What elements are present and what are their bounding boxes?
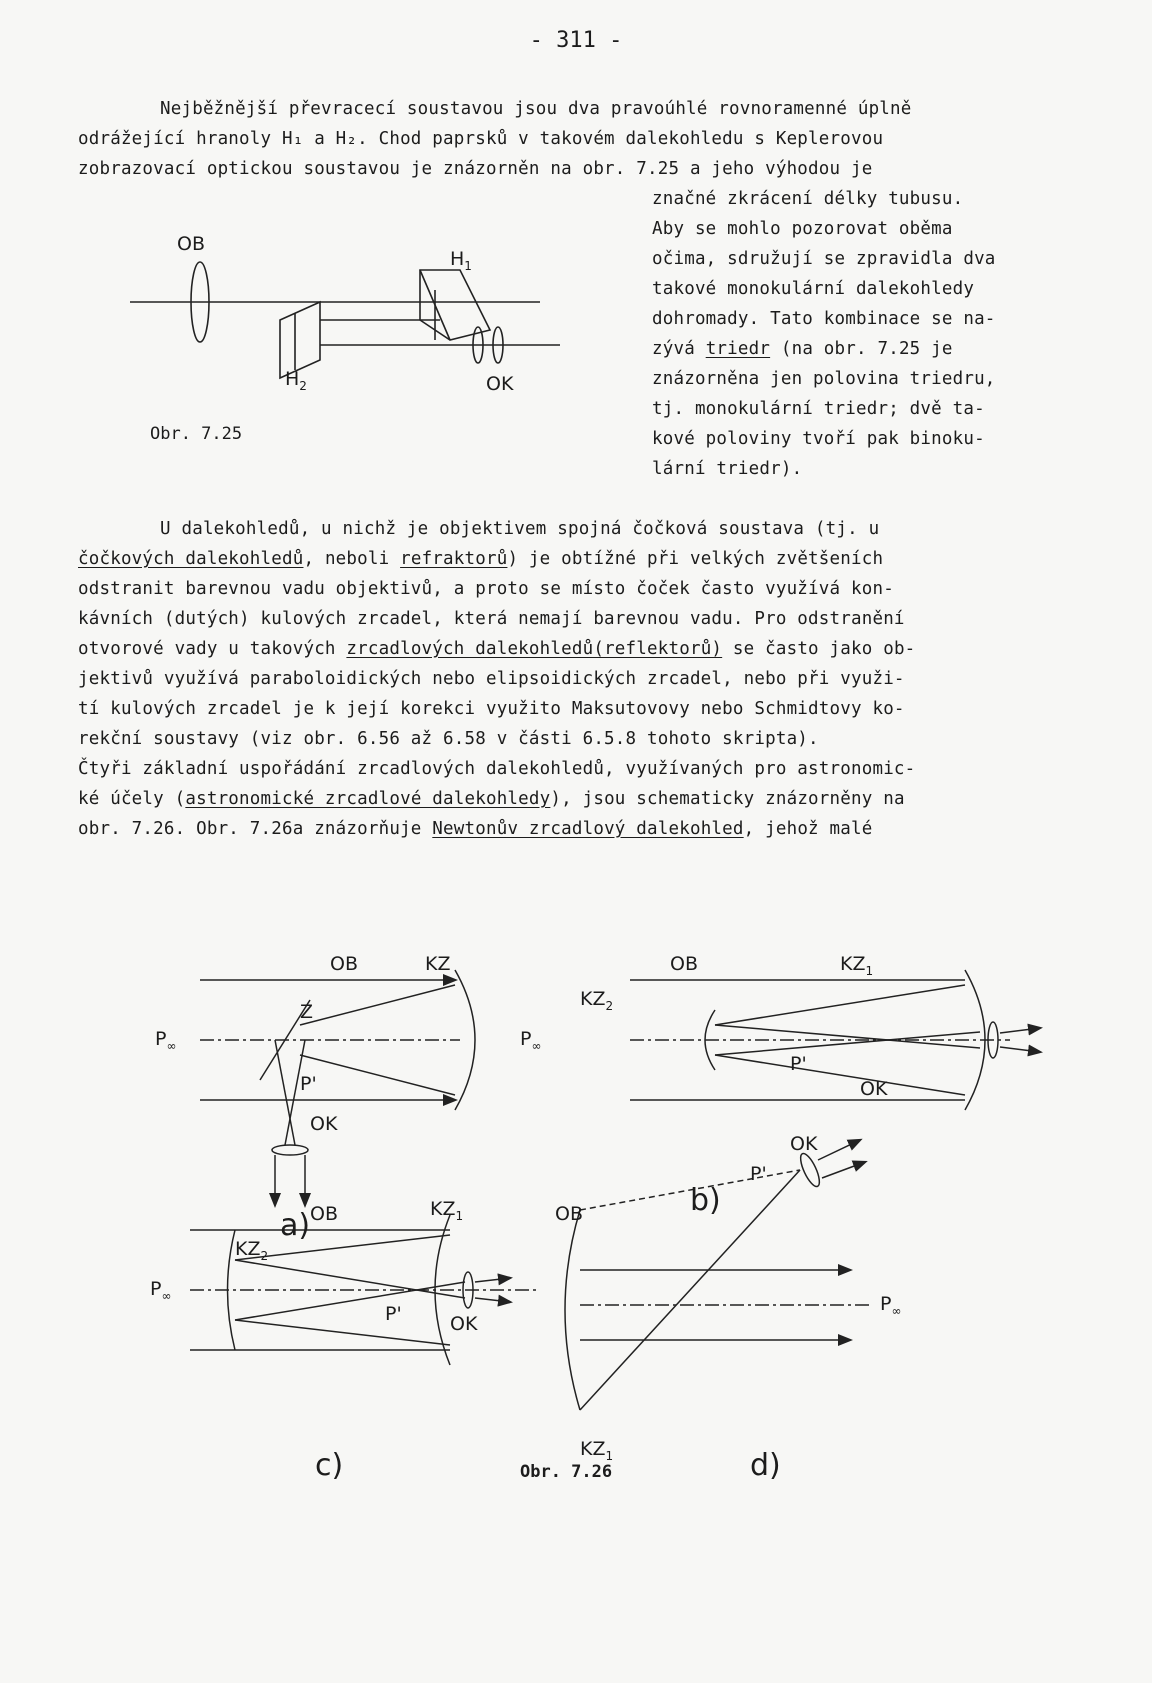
text-line <box>78 548 883 570</box>
label-ok: OK <box>310 1113 338 1135</box>
text-fragment: ) je obtížné při velkých zvětšeních <box>507 549 884 569</box>
text-line: odstranit barevnou vadu objektivů, a proto se místo čoček často využívá kon- <box>78 579 894 599</box>
figure-7-26-diagram <box>150 930 1010 1530</box>
page-number: - 311 - <box>529 28 623 53</box>
label-ok: OK <box>790 1133 818 1155</box>
text-line: Nejběžnější převracecí soustavou jsou dva pravoúhlé rovnoramenné úplně <box>160 99 912 119</box>
label-kz1: $KZ_1$ <box>430 1198 464 1223</box>
panel-label-c: c) <box>315 1448 344 1483</box>
text-line: tí kulových zrcadel je k její korekci využito Maksutovovy nebo Schmidtovy ko- <box>78 699 905 719</box>
term-newtonuv-dalekohled: Newtonův zrcadlový dalekohled <box>432 819 744 839</box>
label-kz2: $KZ_2$ <box>235 1238 269 1263</box>
text-line <box>652 338 953 360</box>
text-line: kávních (dutých) kulových zrcadel, která nemají barevnou vadu. Pro odstranění <box>78 609 905 629</box>
text-line: odrážející hranoly H₁ a H₂. Chod paprsků v takovém dalekohledu s Keplerovou <box>78 129 884 149</box>
label-ob: OB <box>555 1203 583 1225</box>
text-line <box>78 788 905 810</box>
label-p-prime: P' <box>750 1163 767 1185</box>
figure-7-25-diagram <box>120 230 620 450</box>
label-p-prime: P' <box>385 1303 402 1325</box>
text-line: kové poloviny tvoří pak binoku- <box>652 429 985 449</box>
label-ob: OB <box>177 233 205 255</box>
text-line: Aby se mohlo pozorovat oběma <box>652 219 953 239</box>
text-fragment: , neboli <box>303 549 401 569</box>
text-line: Čtyři základní uspořádání zrcadlových dalekohledů, využívaných pro astronomic- <box>78 759 916 779</box>
text-fragment: , jehož malé <box>743 819 873 839</box>
label-kz2: $KZ_2$ <box>580 988 614 1013</box>
label-p-infinity: $P_\infty$ <box>880 1293 902 1318</box>
label-kz1: $KZ_1$ <box>580 1438 614 1463</box>
label-z: Z <box>300 1001 314 1023</box>
text-line: znázorněna jen polovina triedru, <box>652 369 996 389</box>
label-p-prime: P' <box>790 1053 807 1075</box>
text-line: takové monokulární dalekohledy <box>652 279 975 299</box>
term-astronomicke-dalekohledy: astronomické zrcadlové dalekohledy <box>185 789 551 809</box>
diagram-d-herschel <box>565 1140 870 1410</box>
prism-h1 <box>420 270 490 340</box>
panel-label-b: b) <box>690 1183 721 1218</box>
label-ok: OK <box>486 373 514 395</box>
text-line: značné zkrácení délky tubusu. <box>652 189 964 209</box>
text-line: dohromady. Tato kombinace se na- <box>652 309 996 329</box>
label-p-infinity: $P_\infty$ <box>150 1278 172 1303</box>
text-line: jektivů využívá paraboloidických nebo elipsoidických zrcadel, nebo při využi- <box>78 669 905 689</box>
label-ob: OB <box>310 1203 338 1225</box>
term-cockovych-dalekohledu: čočkových dalekohledů <box>78 549 304 569</box>
text-fragment: ké účely ( <box>78 789 186 809</box>
text-fragment: obr. 7.26. Obr. 7.26a znázorňuje <box>78 819 433 839</box>
label-kz: KZ <box>425 953 451 975</box>
label-p-infinity: $P_\infty$ <box>520 1028 542 1053</box>
text-fragment: (na obr. 7.25 je <box>770 339 953 359</box>
figure-7-25-caption: Obr. 7.25 <box>150 424 243 444</box>
term-triedr: triedr <box>705 339 771 359</box>
text-fragment: zývá <box>652 339 706 359</box>
text-line: tj. monokulární triedr; dvě ta- <box>652 399 985 419</box>
label-ob: OB <box>330 953 358 975</box>
text-line: očima, sdružují se zpravidla dva <box>652 249 996 269</box>
panel-label-a: a) <box>280 1208 311 1243</box>
text-fragment: ), jsou schematicky znázorněny na <box>550 789 905 809</box>
label-kz1: $KZ_1$ <box>840 953 874 978</box>
text-line: zobrazovací optickou soustavou je znázorněn na obr. 7.25 a jeho výhodou je <box>78 159 873 179</box>
panel-label-d: d) <box>750 1448 781 1483</box>
text-line: rekční soustavy (viz obr. 6.56 až 6.58 v části 6.5.8 tohoto skripta). <box>78 729 819 749</box>
text-line <box>78 818 872 840</box>
label-ok: OK <box>860 1078 888 1100</box>
label-ok: OK <box>450 1313 478 1335</box>
text-line: lární triedr). <box>652 459 803 479</box>
prism-h2 <box>280 302 320 378</box>
label-h1: $H_1$ <box>450 248 472 273</box>
text-line <box>78 638 915 660</box>
text-line: U dalekohledů, u nichž je objektivem spojná čočková soustava (tj. u <box>160 519 880 539</box>
term-refraktoru: refraktorů <box>400 549 508 569</box>
term-reflektoru: zrcadlových dalekohledů(reflektorů) <box>346 639 723 659</box>
text-fragment: se často jako ob- <box>722 639 916 659</box>
figure-7-26-caption: Obr. 7.26 <box>520 1462 613 1482</box>
text-fragment: otvorové vady u takových <box>78 639 347 659</box>
diagram-b-gregory <box>630 970 1040 1110</box>
label-p-prime: P' <box>300 1073 317 1095</box>
diagram-a-newton <box>200 970 475 1205</box>
label-ob: OB <box>670 953 698 975</box>
label-p-infinity: $P_\infty$ <box>155 1028 177 1053</box>
label-h2: $H_2$ <box>285 368 307 393</box>
